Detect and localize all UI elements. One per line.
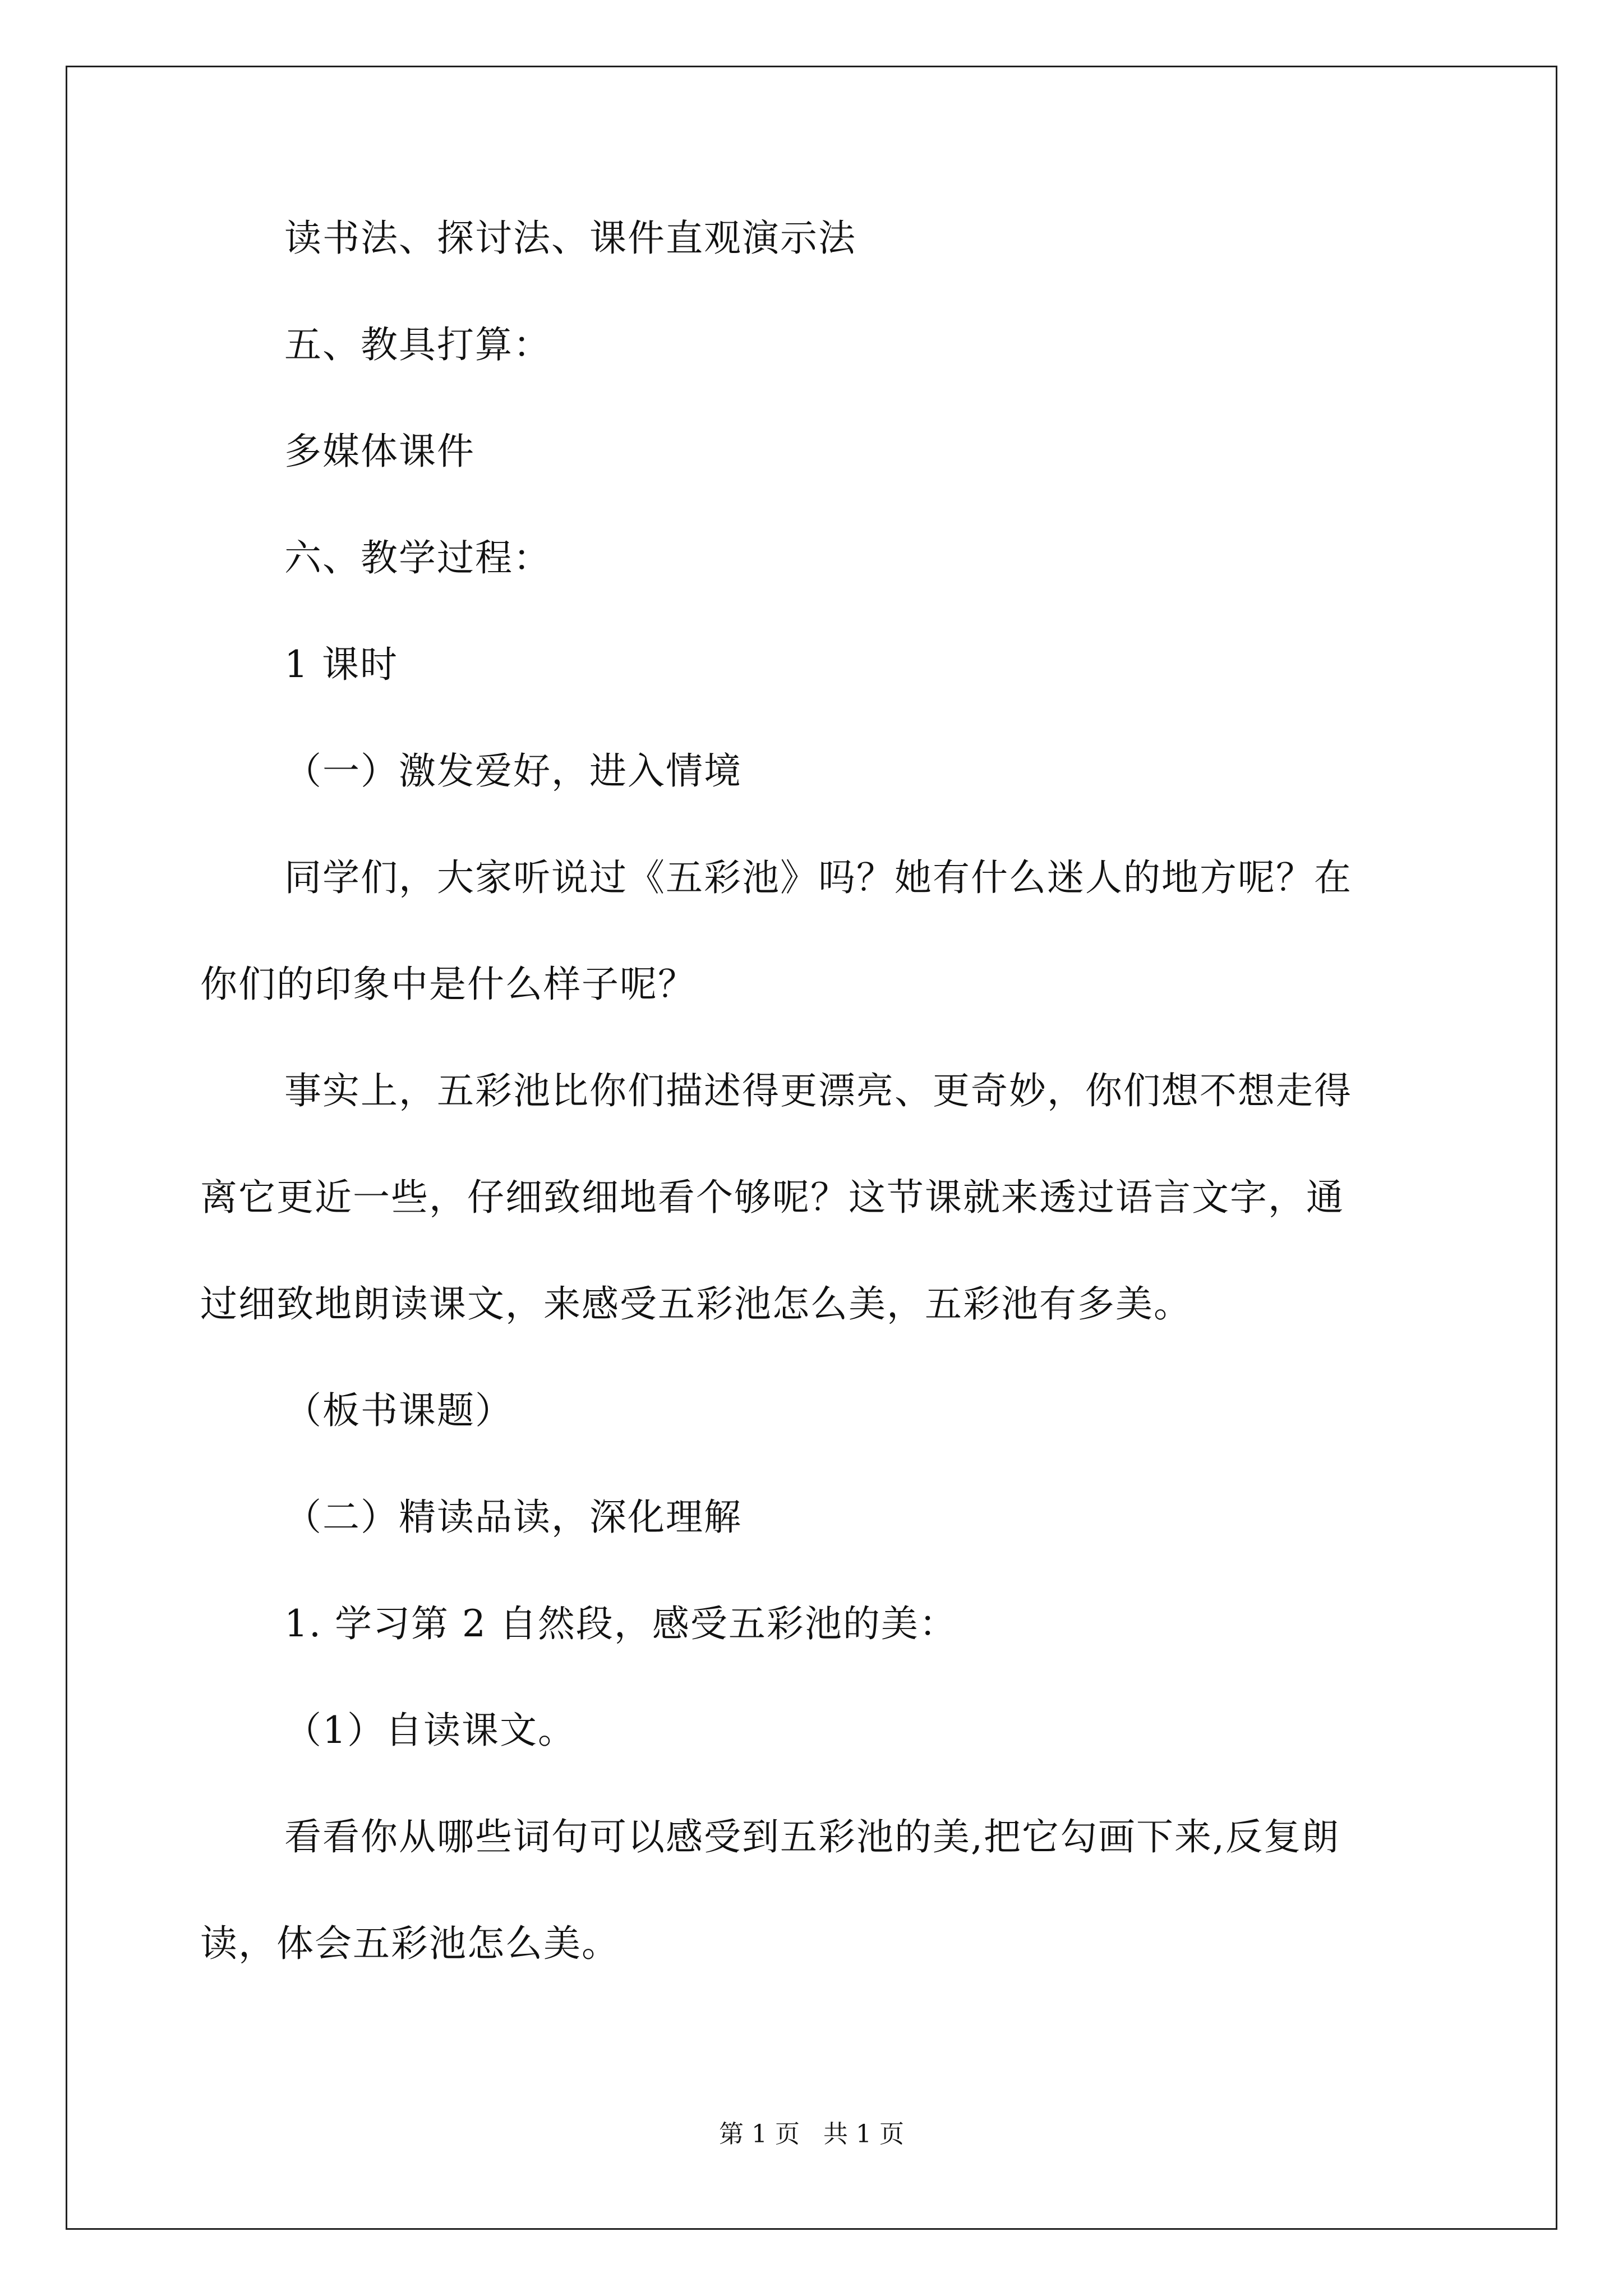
page-border [66, 66, 1557, 2230]
paragraph-line: 同学们，大家听说过《五彩池》吗？她有什么迷人的地方呢？在 [284, 856, 1352, 899]
paragraph-line: 你们的印象中是什么样子呢？ [200, 963, 696, 1006]
paragraph-line: 离它更近一些，仔细致细地看个够呢？这节课就来透过语言文字，通 [200, 1176, 1344, 1219]
subsection-heading: （一）激发爱好，进入情境 [284, 749, 742, 793]
text-line: 1. 学习第 2 自然段，感受五彩池的美： [284, 1602, 957, 1645]
text-line: （板书课题） [284, 1389, 513, 1432]
text-line: 多媒体课件 [284, 430, 475, 473]
text-line: 读书法、探讨法、课件直观演示法 [284, 217, 856, 260]
section-heading: 五、教具打算： [284, 323, 551, 366]
page-footer: 第 1 页 共 1 页 [719, 2120, 904, 2148]
text-line: （1）自读课文。 [284, 1709, 576, 1752]
paragraph-line: 过细致地朗读课文，来感受五彩池怎么美，五彩池有多美。 [200, 1282, 1192, 1326]
paragraph-line: 事实上，五彩池比你们描述得更漂亮、更奇妙，你们想不想走得 [284, 1069, 1352, 1112]
paragraph-line: 看看你从哪些词句可以感受到五彩池的美,把它勾画下来,反复朗 [284, 1815, 1340, 1858]
text-line: 1 课时 [284, 643, 398, 686]
section-heading: 六、教学过程： [284, 536, 551, 579]
paragraph-line: 读，体会五彩池怎么美。 [200, 1922, 620, 1965]
subsection-heading: （二）精读品读，深化理解 [284, 1496, 742, 1539]
